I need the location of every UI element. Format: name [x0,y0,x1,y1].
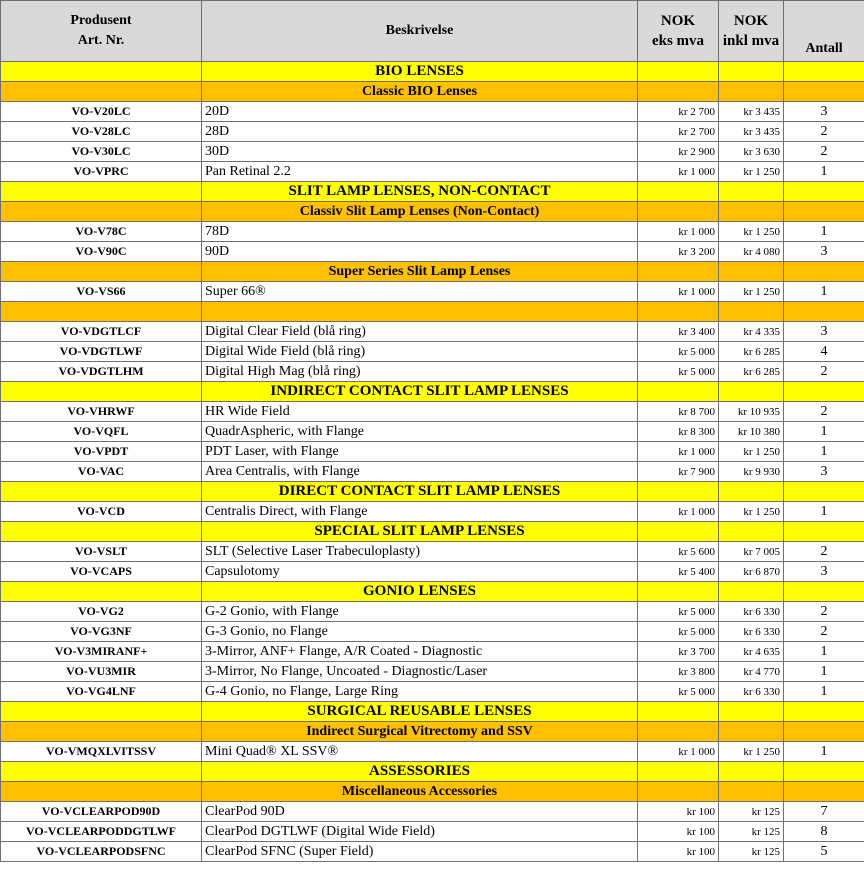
subsection-title: Classic BIO Lenses [202,82,638,102]
spacer-cell [638,482,719,502]
price-ex-vat: kr 1 000 [638,282,719,302]
section-row [1,762,864,782]
spacer-cell [1,782,202,802]
subsection-row [1,722,864,742]
quantity: 2 [784,542,864,562]
section-row [1,702,864,722]
table-row [1,322,864,342]
quantity: 2 [784,122,864,142]
article-number: VO-VG2 [1,602,202,622]
spacer-cell [784,262,864,282]
table-body [1,62,864,862]
article-number: VO-V90C [1,242,202,262]
price-inc-vat: kr 1 250 [719,742,784,762]
table-row [1,842,864,862]
spacer-cell [638,202,719,222]
description: ClearPod SFNC (Super Field) [202,842,638,862]
table-row [1,242,864,262]
table-row [1,542,864,562]
description: Centralis Direct, with Flange [202,502,638,522]
price-ex-vat: kr 8 700 [638,402,719,422]
price-ex-vat: kr 3 400 [638,322,719,342]
spacer-cell [1,702,202,722]
spacer-cell [638,62,719,82]
spacer-cell [638,82,719,102]
quantity: 2 [784,602,864,622]
subsection-title: Classiv Slit Lamp Lenses (Non-Contact) [202,202,638,222]
spacer-cell [719,582,784,602]
section-title: ASSESSORIES [202,762,638,782]
description: Pan Retinal 2.2 [202,162,638,182]
spacer-cell [1,722,202,742]
article-number: VO-VCLEARPODSFNC [1,842,202,862]
description: 3-Mirror, No Flange, Uncoated - Diagnostic/Laser [202,662,638,682]
table-row [1,402,864,422]
description: ClearPod 90D [202,802,638,822]
price-inc-vat: kr 1 250 [719,442,784,462]
price-ex-vat: kr 5 600 [638,542,719,562]
spacer-cell [719,722,784,742]
price-inc-vat: kr 125 [719,842,784,862]
description: HR Wide Field [202,402,638,422]
price-inc-vat: kr 1 250 [719,282,784,302]
article-number: VO-VG3NF [1,622,202,642]
quantity: 7 [784,802,864,822]
description: Digital High Mag (blå ring) [202,362,638,382]
spacer-cell [719,82,784,102]
description: SLT (Selective Laser Trabeculoplasty) [202,542,638,562]
price-inc-vat: kr 6 330 [719,682,784,702]
spacer-cell [1,262,202,282]
table-row [1,642,864,662]
description: Mini Quad® XL SSV® [202,742,638,762]
price-inc-vat: kr 125 [719,802,784,822]
quantity: 1 [784,642,864,662]
table-row [1,462,864,482]
quantity: 8 [784,822,864,842]
description: 28D [202,122,638,142]
header-producer-line2: Art. Nr. [77,33,125,48]
price-ex-vat: kr 100 [638,822,719,842]
quantity: 2 [784,622,864,642]
spacer-cell [1,182,202,202]
quantity: 3 [784,462,864,482]
spacer-cell [719,202,784,222]
spacer-cell [719,182,784,202]
price-inc-vat: kr 6 870 [719,562,784,582]
header-row [1,1,864,62]
spacer-cell [784,722,864,742]
article-number: VO-VQFL [1,422,202,442]
price-ex-vat: kr 1 000 [638,502,719,522]
price-inc-vat: kr 10 380 [719,422,784,442]
price-ex-vat: kr 5 000 [638,602,719,622]
subsection-row [1,302,864,322]
price-inc-vat: kr 6 285 [719,362,784,382]
header-quantity: Antall [784,1,864,62]
quantity: 1 [784,502,864,522]
price-inc-vat: kr 7 005 [719,542,784,562]
spacer-cell [638,782,719,802]
table-row [1,442,864,462]
article-number: VO-VCAPS [1,562,202,582]
price-inc-vat: kr 4 635 [719,642,784,662]
price-ex-vat: kr 7 900 [638,462,719,482]
spacer-cell [784,482,864,502]
description: ClearPod DGTLWF (Digital Wide Field) [202,822,638,842]
spacer-cell [784,762,864,782]
article-number: VO-V78C [1,222,202,242]
header-price-inc-line1: NOK [733,13,769,29]
section-row [1,182,864,202]
subsection-title: Miscellaneous Accessories [202,782,638,802]
price-ex-vat: kr 2 900 [638,142,719,162]
table-row [1,802,864,822]
header-price-inc-line2: inkl mva [722,33,780,49]
price-ex-vat: kr 3 200 [638,242,719,262]
header-price-ex-vat [638,1,719,62]
article-number: VO-V20LC [1,102,202,122]
spacer-cell [719,702,784,722]
price-ex-vat: kr 2 700 [638,122,719,142]
table-row [1,682,864,702]
price-inc-vat: kr 4 335 [719,322,784,342]
article-number: VO-VMQXLVITSSV [1,742,202,762]
section-title: SLIT LAMP LENSES, NON-CONTACT [202,182,638,202]
table-row [1,282,864,302]
price-ex-vat: kr 8 300 [638,422,719,442]
price-ex-vat: kr 3 800 [638,662,719,682]
spacer-cell [784,782,864,802]
subsection-row [1,82,864,102]
section-title: SURGICAL REUSABLE LENSES [202,702,638,722]
description: G-4 Gonio, no Flange, Large Ring [202,682,638,702]
table-row [1,122,864,142]
price-ex-vat: kr 1 000 [638,442,719,462]
description: 78D [202,222,638,242]
spacer-cell [638,522,719,542]
table-row [1,162,864,182]
spacer-cell [1,482,202,502]
quantity: 2 [784,402,864,422]
price-inc-vat: kr 4 770 [719,662,784,682]
spacer-cell [638,262,719,282]
section-title: GONIO LENSES [202,582,638,602]
spacer-cell [638,302,719,322]
price-inc-vat: kr 3 435 [719,102,784,122]
subsection-title [202,302,638,322]
subsection-row [1,782,864,802]
spacer-cell [638,722,719,742]
section-title: DIRECT CONTACT SLIT LAMP LENSES [202,482,638,502]
quantity: 2 [784,142,864,162]
section-title: BIO LENSES [202,62,638,82]
spacer-cell [1,82,202,102]
spacer-cell [719,522,784,542]
price-ex-vat: kr 2 700 [638,102,719,122]
price-inc-vat: kr 1 250 [719,222,784,242]
section-row [1,582,864,602]
spacer-cell [784,182,864,202]
description: G-2 Gonio, with Flange [202,602,638,622]
price-ex-vat: kr 5 000 [638,682,719,702]
spacer-cell [638,582,719,602]
spacer-cell [638,702,719,722]
description: 90D [202,242,638,262]
spacer-cell [784,202,864,222]
description: G-3 Gonio, no Flange [202,622,638,642]
section-row [1,482,864,502]
price-ex-vat: kr 100 [638,842,719,862]
price-inc-vat: kr 10 935 [719,402,784,422]
article-number: VO-VAC [1,462,202,482]
table-row [1,662,864,682]
table-row [1,822,864,842]
quantity: 1 [784,682,864,702]
header-producer [1,1,202,62]
description: 30D [202,142,638,162]
spacer-cell [1,382,202,402]
header-description: Beskrivelse [202,1,638,62]
spacer-cell [1,62,202,82]
spacer-cell [1,202,202,222]
table-row [1,742,864,762]
table-row [1,422,864,442]
quantity: 3 [784,242,864,262]
article-number: VO-V28LC [1,122,202,142]
section-title: SPECIAL SLIT LAMP LENSES [202,522,638,542]
article-number: VO-VCD [1,502,202,522]
price-ex-vat: kr 5 400 [638,562,719,582]
spacer-cell [1,582,202,602]
spacer-cell [719,482,784,502]
subsection-row [1,202,864,222]
spacer-cell [719,62,784,82]
section-row [1,62,864,82]
quantity: 3 [784,322,864,342]
header-price-ex-line2: eks mva [651,33,705,49]
price-inc-vat: kr 6 330 [719,622,784,642]
description: Capsulotomy [202,562,638,582]
spacer-cell [638,182,719,202]
table-row [1,602,864,622]
spacer-cell [638,762,719,782]
description: QuadrAspheric, with Flange [202,422,638,442]
description: 3-Mirror, ANF+ Flange, A/R Coated - Diagnostic [202,642,638,662]
article-number: VO-VDGTLHM [1,362,202,382]
table-row [1,622,864,642]
subsection-title: Indirect Surgical Vitrectomy and SSV [202,722,638,742]
table-row [1,142,864,162]
price-ex-vat: kr 5 000 [638,342,719,362]
article-number: VO-VU3MIR [1,662,202,682]
spacer-cell [784,522,864,542]
spacer-cell [1,302,202,322]
price-ex-vat: kr 1 000 [638,222,719,242]
article-number: VO-V30LC [1,142,202,162]
price-inc-vat: kr 125 [719,822,784,842]
article-number: VO-VHRWF [1,402,202,422]
price-inc-vat: kr 3 435 [719,122,784,142]
header-price-inc-vat [719,1,784,62]
quantity: 2 [784,362,864,382]
section-row [1,522,864,542]
table-row [1,222,864,242]
quantity: 1 [784,162,864,182]
quantity: 4 [784,342,864,362]
spacer-cell [719,302,784,322]
spacer-cell [784,582,864,602]
quantity: 1 [784,742,864,762]
article-number: VO-VS66 [1,282,202,302]
article-number: VO-VG4LNF [1,682,202,702]
price-inc-vat: kr 3 630 [719,142,784,162]
price-ex-vat: kr 1 000 [638,742,719,762]
description: Super 66® [202,282,638,302]
price-ex-vat: kr 5 000 [638,362,719,382]
article-number: VO-VPRC [1,162,202,182]
quantity: 3 [784,102,864,122]
spacer-cell [1,762,202,782]
quantity: 1 [784,662,864,682]
spacer-cell [719,782,784,802]
price-inc-vat: kr 9 930 [719,462,784,482]
table-row [1,562,864,582]
table-row [1,342,864,362]
spacer-cell [719,262,784,282]
description: 20D [202,102,638,122]
article-number: VO-VCLEARPODDGTLWF [1,822,202,842]
spacer-cell [638,382,719,402]
header-price-ex-line1: NOK [660,13,696,29]
spacer-cell [784,702,864,722]
description: Digital Clear Field (blå ring) [202,322,638,342]
spacer-cell [719,382,784,402]
table-row [1,102,864,122]
quantity: 1 [784,282,864,302]
table-row [1,502,864,522]
article-number: VO-VPDT [1,442,202,462]
price-inc-vat: kr 4 080 [719,242,784,262]
spacer-cell [784,62,864,82]
article-number: VO-VSLT [1,542,202,562]
section-title: INDIRECT CONTACT SLIT LAMP LENSES [202,382,638,402]
description: Digital Wide Field (blå ring) [202,342,638,362]
header-producer-line1: Produsent [70,13,132,28]
price-ex-vat: kr 1 000 [638,162,719,182]
price-inc-vat: kr 1 250 [719,502,784,522]
article-number: VO-VDGTLWF [1,342,202,362]
quantity: 5 [784,842,864,862]
price-ex-vat: kr 100 [638,802,719,822]
quantity: 1 [784,422,864,442]
spacer-cell [784,382,864,402]
price-inc-vat: kr 1 250 [719,162,784,182]
spacer-cell [719,762,784,782]
price-inc-vat: kr 6 285 [719,342,784,362]
quantity: 3 [784,562,864,582]
subsection-title: Super Series Slit Lamp Lenses [202,262,638,282]
spacer-cell [1,522,202,542]
article-number: VO-VDGTLCF [1,322,202,342]
spacer-cell [784,82,864,102]
quantity: 1 [784,222,864,242]
price-ex-vat: kr 5 000 [638,622,719,642]
price-inc-vat: kr 6 330 [719,602,784,622]
article-number: VO-V3MIRANF+ [1,642,202,662]
description: PDT Laser, with Flange [202,442,638,462]
description: Area Centralis, with Flange [202,462,638,482]
quantity: 1 [784,442,864,462]
article-number: VO-VCLEARPOD90D [1,802,202,822]
section-row [1,382,864,402]
subsection-row [1,262,864,282]
price-ex-vat: kr 3 700 [638,642,719,662]
spacer-cell [784,302,864,322]
table-row [1,362,864,382]
